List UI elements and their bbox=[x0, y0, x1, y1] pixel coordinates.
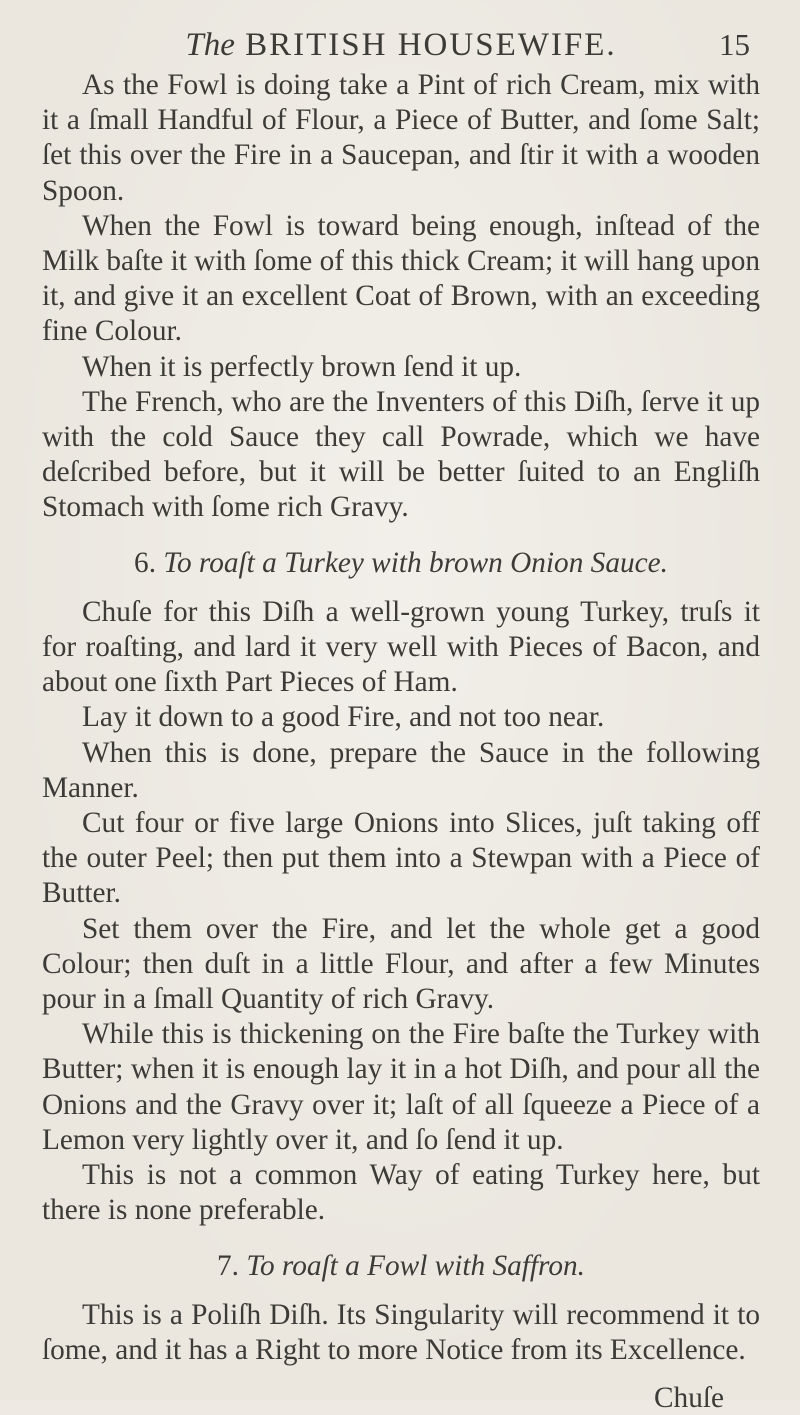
running-title-the: The bbox=[185, 27, 235, 63]
catchword: Chuſe bbox=[654, 1382, 724, 1415]
paragraph: This is not a common Way of eating Turkey here, but there is none preferable. bbox=[42, 1159, 760, 1227]
paragraph: When it is perfectly brown ſend it up. bbox=[82, 350, 522, 383]
paragraph: Cut four or five large Onions into Slices, juſt taking off the outer Peel; then put them into a Stewpan with a Piece of Butter. bbox=[42, 807, 760, 910]
paragraph: Lay it down to a good Fire, and not too near. bbox=[82, 701, 605, 734]
paragraph: Chuſe for this Diſh a well-grown young Turkey, truſs it for roaſting, and lard it very well with Pieces of Bacon, and about one ſixth Part Pieces of Ham. bbox=[42, 595, 760, 699]
paragraph: As the Fowl is doing take a Pint of rich Cream, mix with it a ſmall Handful of Flour, a Piece of Butter, and ſome Salt; ſet this over the Fire in a Saucepan, and ſtir it with a wooden Spoon. bbox=[42, 69, 760, 207]
paragraph: Set them over the Fire, and let the whole get a good Colour; then duſt in a little Flour, and after a few Minutes pour in a ſmall Quantity of rich Gravy. bbox=[42, 912, 760, 1016]
recipe-7-body bbox=[42, 1298, 760, 1368]
running-title bbox=[185, 22, 616, 68]
running-header bbox=[42, 22, 760, 68]
recipe-7-heading bbox=[42, 1249, 760, 1284]
section-fowl-continued bbox=[42, 68, 760, 526]
recipe-7-title: To roaſt a Fowl with Saffron. bbox=[246, 1249, 585, 1282]
paragraph: While this is thickening on the Fire baſte the Turkey with Butter; when it is enough lay it in a hot Diſh, and pour all the Onions and the Gravy over it; laſt of all ſqueeze a Piece of a Lemon very lightly over it, and ſo ſend it up. bbox=[42, 1018, 760, 1156]
recipe-7-number: 7. bbox=[217, 1249, 240, 1282]
recipe-6-heading bbox=[42, 546, 760, 581]
page-number: 15 bbox=[719, 27, 750, 62]
paragraph: When the Fowl is toward being enough, inſtead of the Milk baſte it with ſome of this thick Cream; it will hang upon it, and give it an excellent Coat of Brown, with an exceeding fine Colour. bbox=[42, 209, 760, 348]
running-title-main: BRITISH HOUSEWIFE. bbox=[245, 27, 617, 63]
paragraph: When this is done, prepare the Sauce in the following Manner. bbox=[42, 736, 760, 804]
paragraph: The French, who are the Inventers of this Diſh, ſerve it up with the cold Sauce they call Powrade, which we have deſcribed before, but it will be better ſuited to an Engliſh Stomach with ſome rich Gravy. bbox=[42, 385, 760, 524]
recipe-6-number: 6. bbox=[134, 546, 157, 579]
recipe-6-body bbox=[42, 595, 760, 1229]
recipe-6-title: To roaſt a Turkey with brown Onion Sauce. bbox=[163, 546, 668, 579]
paragraph: This is a Poliſh Diſh. Its Singularity will recommend it to ſome, and it has a Right to more Notice from its Excellence. bbox=[42, 1298, 760, 1366]
